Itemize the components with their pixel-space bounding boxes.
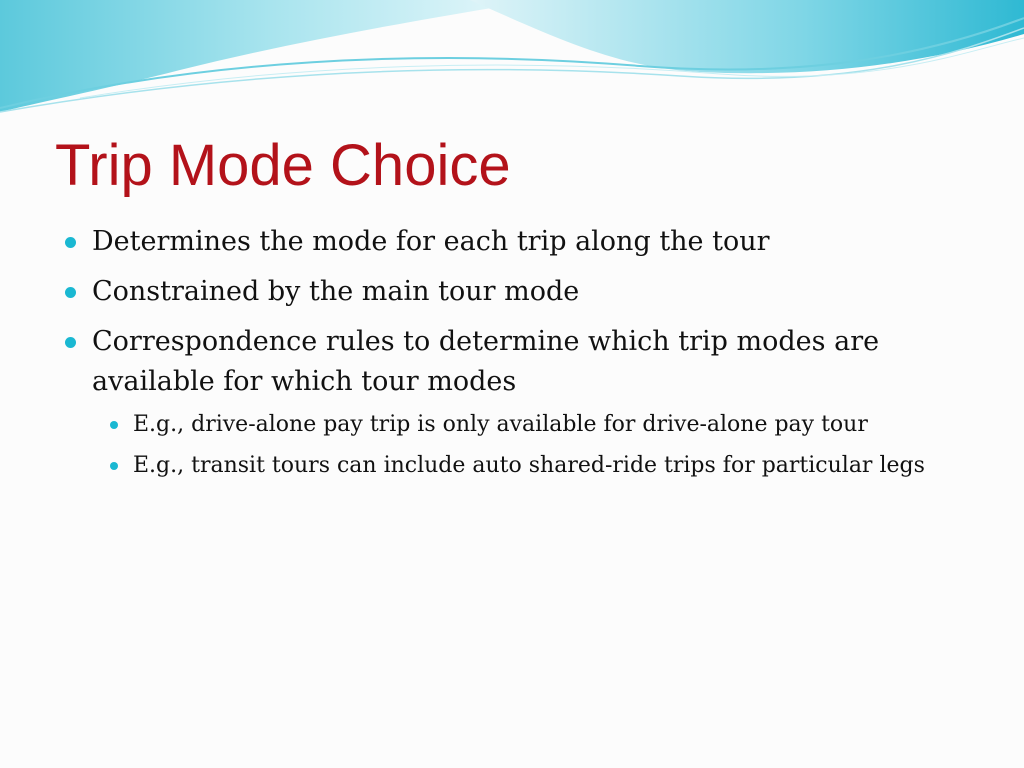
bullet-icon: [65, 237, 76, 248]
sub-bullet-icon: [110, 462, 118, 470]
wave-band-right: [470, 0, 1024, 73]
bullet-list: [0, 222, 1024, 490]
bullet-icon: [65, 337, 76, 348]
header-wave-decoration: [0, 0, 1024, 130]
slide-title: Trip Mode Choice: [55, 133, 511, 198]
bullet-text: Constrained by the main tour mode: [92, 276, 580, 307]
bullet-text: Determines the mode for each trip along the tour: [92, 226, 770, 257]
sub-bullet-text: E.g., drive-alone pay trip is only available for drive-alone pay tour: [133, 412, 868, 437]
bullet-item: [0, 272, 1024, 312]
sub-bullet-list: [0, 408, 1024, 483]
sub-bullet-item: [0, 408, 1024, 442]
sub-bullet-icon: [110, 421, 118, 429]
sub-bullet-text: E.g., transit tours can include auto shared-ride trips for particular legs: [133, 453, 925, 478]
sub-bullet-item: [0, 449, 1024, 483]
wave-band-left: [0, 0, 540, 112]
bullet-text: Correspondence rules to determine which trip modes are available for which tour modes: [92, 326, 880, 397]
bullet-item: [0, 222, 1024, 262]
bullet-item: [0, 322, 1024, 402]
bullet-icon: [65, 287, 76, 298]
